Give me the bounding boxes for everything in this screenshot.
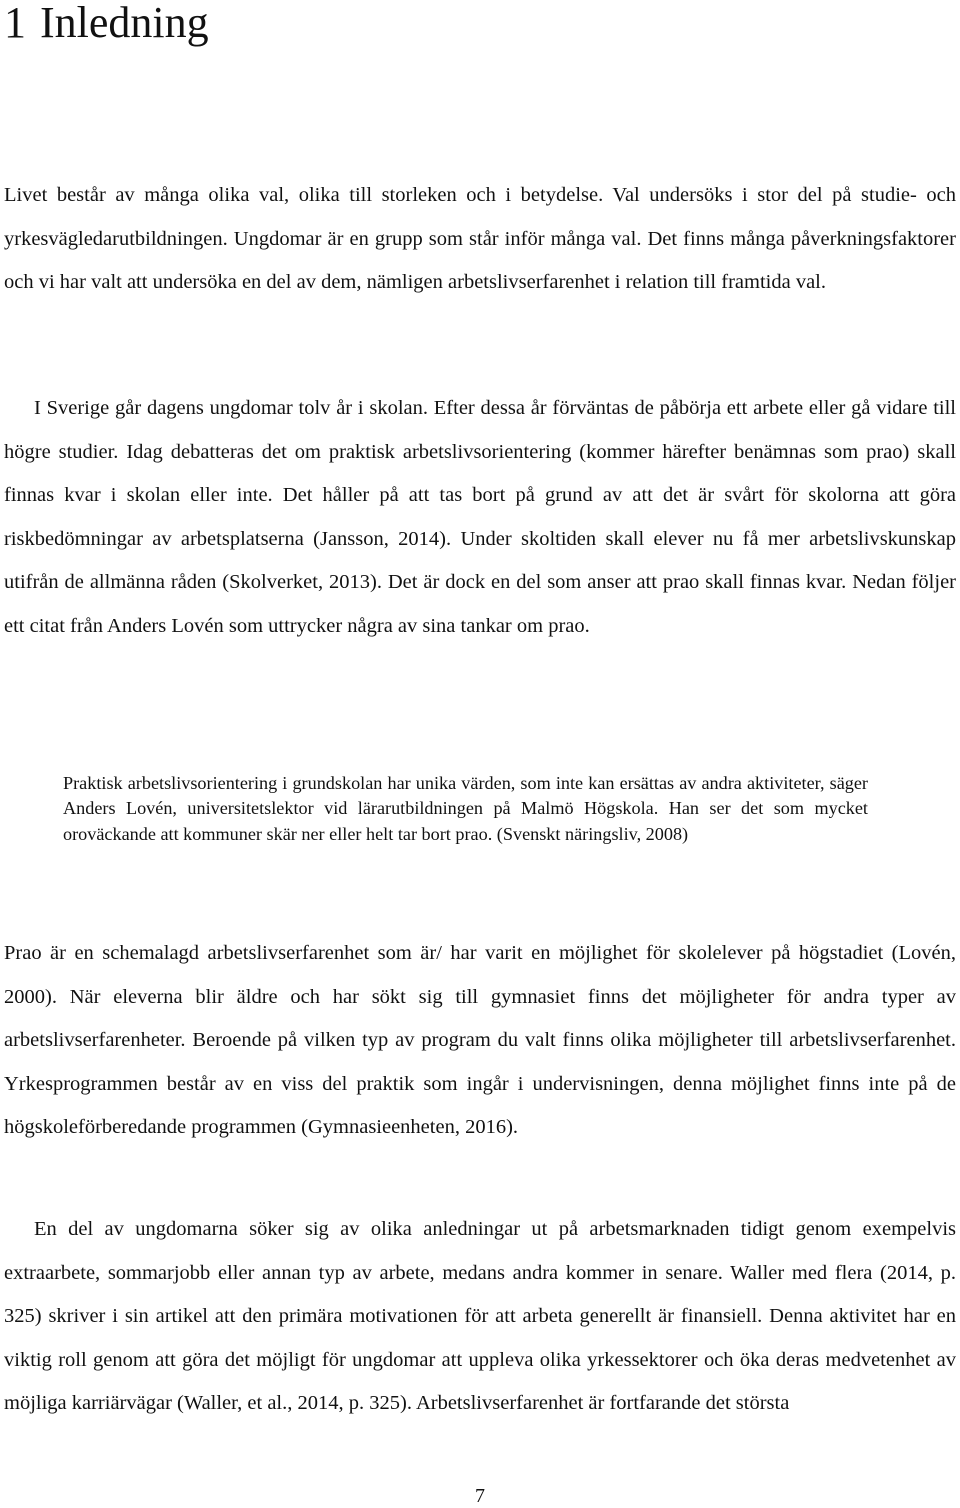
body-paragraph-1: Livet består av många olika val, olika till storleken och i betydelse. Val undersöks i stor del på studie- och yrkesvägledarutbildningen. Ungdomar är en grupp som står inför många val. Det finns många påverkningsfaktorer och vi har valt att undersöka en del av dem, nämligen arbetslivserfarenhet i relation till framtida val. — [4, 184, 956, 294]
page-number: 7 — [475, 1485, 485, 1507]
block-quote: Praktisk arbetslivsorientering i grundskolan har unika värden, som inte kan ersättas av andra aktiviteter, säger Anders Lovén, universitetslektor vid lärarutbildningen på Malmö Högskola. Han ser det som mycket oroväckande att kommuner skär ner eller helt tar bort prao. (Svenskt näringsliv, 2008) — [63, 773, 868, 844]
body-paragraph-3: Prao är en schemalagd arbetslivserfarenhet som är/ har varit en möjlighet för skolelever på högstadiet (Lovén, 2000). När eleverna blir äldre och har sökt sig till gymnasiet finns det möjligheter för andra typer av arbetslivserfarenheter. Beroende på vilken typ av program du valt finns olika möjligheter till arbetslivserfarenhet. Yrkesprogrammen består av en viss del praktik som ingår i undervisningen, denna möjlighet finns inte på de högskoleförberedande programmen (Gymnasieenheten, 2016). — [4, 942, 956, 1139]
chapter-number: 1 — [4, 0, 26, 47]
chapter-heading — [4, 0, 209, 49]
chapter-title: Inledning — [40, 0, 209, 47]
body-paragraph-4: En del av ungdomarna söker sig av olika anledningar ut på arbetsmarknaden tidigt genom exempelvis extraarbete, sommarjobb eller annan typ av arbete, medans andra kommer in senare. Waller med flera (2014, p. 325) skriver i sin artikel att den primära motivationen för att arbeta generellt är finansiell. Denna aktivitet har en viktig roll genom att göra det möjligt för ungdomar att uppleva olika yrkessektorer och öka deras medvetenhet av möjliga karriärvägar (Waller, et al., 2014, p. 325). Arbetslivserfarenhet är fortfarande det största — [4, 1218, 956, 1415]
body-paragraph-2: I Sverige går dagens ungdomar tolv år i skolan. Efter dessa år förväntas de påbörja ett arbete eller gå vidare till högre studier. Idag debatteras det om praktisk arbetslivsorientering (kommer härefter benämnas som prao) skall finnas kvar i skolan eller inte. Det håller på att tas bort på grund av att det är svårt för skolorna att göra riskbedömningar av arbetsplatserna (Jansson, 2014). Under skoltiden skall elever nu få mer arbetslivskunskap utifrån de allmänna råden (Skolverket, 2013). Det är dock en del som anser att prao skall finnas kvar. Nedan följer ett citat från Anders Lovén som uttrycker några av sina tankar om prao. — [4, 397, 956, 637]
